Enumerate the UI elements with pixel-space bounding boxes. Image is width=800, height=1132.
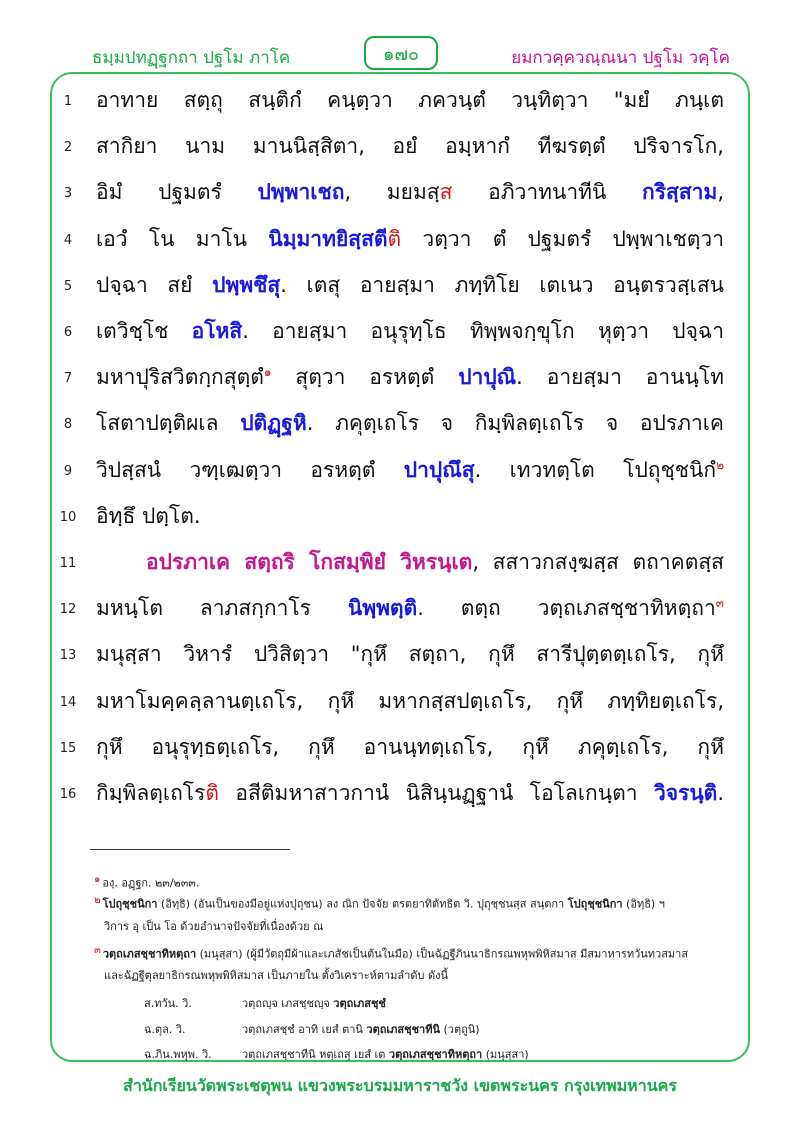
- key-term: นิมฺมาทยิสฺสตี: [268, 226, 388, 251]
- text-segment: . ตตฺถ วตฺถเภสชฺชาทิหตฺถา: [417, 596, 716, 621]
- header-chapter-title: ยมกวคฺควณฺณนา ปฐโม วคฺโค: [511, 48, 730, 68]
- footnote-ref: ๒: [716, 457, 724, 472]
- text-segment: เอวํ โน มาโน: [96, 226, 269, 251]
- footnote-text: องฺ. อฏฺฐก. ๒๓/๒๓๓.: [102, 876, 200, 890]
- key-term: ปาปุณิ: [458, 365, 517, 390]
- text-segment: อภิวาทนาทีนิ: [452, 180, 643, 205]
- header-book-title: ธมฺมปทฏฺฐกถา ปฐโม ภาโค: [92, 48, 291, 68]
- text-segment: . อายสฺมา อานนฺโท: [516, 365, 724, 390]
- text-segment: , มยมสฺ: [344, 180, 440, 205]
- line-text: [96, 592, 724, 625]
- highlight-syllable: ติ: [205, 781, 219, 805]
- text-segment: มหนฺโต ลาภสกฺกาโร: [96, 596, 348, 621]
- line-number: 11: [59, 556, 77, 571]
- footnote-rule: [90, 849, 290, 850]
- key-term: ปติฏฺฐหิ: [240, 411, 307, 436]
- analysis-text: วตฺถญฺจ เภสชฺชญฺจ วตฺถเภสชฺชํ: [242, 997, 386, 1010]
- key-term: ปพฺพาเชถ: [257, 180, 345, 205]
- line-number: 8: [63, 417, 73, 433]
- line-number: 3: [63, 186, 73, 202]
- text-line: [0, 80, 800, 126]
- section-opening: อปรภาเค สตฺถริ โกสมฺพิยํ วิหรนฺเต: [146, 550, 473, 574]
- text-line: [0, 634, 800, 680]
- text-line: [0, 588, 800, 634]
- footnote-3: [94, 943, 688, 963]
- analysis-label: ส.ทวัน. วิ.: [144, 997, 192, 1010]
- line-text: [96, 176, 724, 209]
- analysis-label: ฉ.ตุล. วิ.: [144, 1023, 186, 1036]
- line-number: 15: [59, 740, 77, 756]
- text-line: [0, 311, 800, 357]
- footnote-2-continued: วิการ อุ เป็น โอ ด้วยอำนาจปัจจัยที่เนื่องด้วย ณ: [104, 920, 324, 933]
- footnote-1: [94, 872, 199, 892]
- line-number: 9: [63, 463, 73, 479]
- line-text: [96, 407, 724, 440]
- text-segment: .: [717, 781, 724, 805]
- text-line: [0, 773, 800, 819]
- analysis-label: ฉ.ภิน.พหุพ. วิ.: [144, 1048, 212, 1061]
- footnote-term: โปถุชฺชนิกา: [567, 897, 623, 911]
- footnote-ref: ๑: [263, 365, 272, 380]
- line-number: 2: [63, 140, 73, 156]
- text-line: [0, 403, 800, 449]
- text-segment: . ภคุตฺเถโร จ กิมฺพิลตฺเถโร จ อปรภาเค: [306, 411, 724, 436]
- text-segment: เตวิชฺโช: [96, 319, 192, 343]
- footnote-ref: ๓: [715, 596, 724, 611]
- text-segment: กิมฺพิลตฺเถโร: [96, 781, 206, 805]
- line-text: [96, 84, 724, 117]
- footnote-text: (อิทฺธิ) (อันเป็นของมีอยู่แห่งปุถุชน) ลง ณิก ปัจจัย ตรตยาทิตัทธิต วิ. ปุถุชฺชนสฺส สนฺตกา: [157, 897, 568, 911]
- line-number: 16: [59, 787, 77, 802]
- line-number: 5: [63, 278, 73, 294]
- line-text: [96, 500, 724, 533]
- text-segment: มหาปุริสวิตกฺกสุตฺตํ: [96, 365, 264, 390]
- text-segment: วตฺวา ตํ ปฐมตรํ ปพฺพาเชตฺวา: [401, 226, 724, 251]
- line-text: [146, 546, 724, 579]
- footnote-3-continued: และฉัฏฐีตุลยาธิกรณพหุพพิหิสมาส เป็นภายใน ตั้งวิเคราะห์ตามลำดับ ดังนี้: [104, 969, 449, 982]
- text-line: [0, 450, 800, 496]
- text-line: [0, 357, 800, 403]
- text-segment: อิทฺธึ ปตฺโต.: [96, 503, 201, 528]
- text-segment: สากิยา นาม มานนิสฺสิตา, อยํ อมฺหากํ ทีฆรตฺตํ ปริจารโก,: [96, 134, 724, 159]
- line-number: 4: [63, 232, 73, 248]
- text-segment: อสีติมหาสาวกานํ นิสินฺนฏฺฐานํ โอโลเกนฺตา: [219, 781, 654, 805]
- text-line: [0, 172, 800, 218]
- highlight-syllable: ส: [439, 180, 453, 205]
- text-segment: มหาโมคฺคลฺลานตฺเถโร, กุหึ มหากสฺสปตฺเถโร, กุหึ ภทฺทิยตฺเถโร,: [96, 688, 724, 713]
- line-text: [96, 315, 724, 348]
- text-line: [0, 542, 800, 588]
- key-term: อโหสิ: [191, 319, 243, 343]
- page-number-box: [364, 36, 438, 70]
- key-term: นิพฺพตฺติ: [347, 596, 418, 621]
- line-text: [96, 454, 724, 487]
- line-number: 6: [63, 325, 73, 340]
- key-term: กริสฺสาม: [642, 180, 718, 205]
- page-number: ๑๗๐: [383, 43, 419, 65]
- key-term: วิจรนฺติ: [653, 781, 718, 805]
- line-number: 13: [59, 648, 77, 664]
- line-text: [96, 130, 724, 163]
- line-number: 1: [63, 94, 73, 109]
- text-segment: ,: [717, 180, 724, 205]
- line-text: [96, 685, 724, 718]
- text-segment: , สสาวกสงฺฆสฺส ตถาคตสฺส: [472, 550, 724, 574]
- text-segment: . เทวทตฺโต โปถุชฺชนิกํ: [474, 457, 717, 482]
- footnote-mark: ๒: [94, 895, 101, 906]
- key-term: ปพฺพชึสุ: [212, 272, 281, 297]
- text-line: [0, 496, 800, 542]
- text-segment: กุหึ อนุรุทฺธตฺเถโร, กุหึ อานนฺทตฺเถโร, กุหึ ภคุตฺเถโร, กุหึ: [96, 734, 724, 759]
- line-text: [96, 223, 724, 256]
- line-text: [96, 269, 724, 302]
- footnote-text: (อิทฺธิ) ฯ: [622, 897, 665, 911]
- text-segment: อาทาย สตฺถุ สนฺติกํ คนฺตฺวา ภควนฺตํ วนฺทิตฺวา "มยํ ภนฺเต: [96, 88, 724, 112]
- footnote-term: วตฺถเภสชฺชาทิหตฺถา: [102, 947, 197, 961]
- line-number: 7: [63, 371, 73, 387]
- text-line: [0, 265, 800, 311]
- analysis-text: วตฺถเภสชฺชํ อาทิ เยสํ ตานิ วตฺถเภสชฺชาทีนิ (วตฺถูนิ): [242, 1023, 480, 1036]
- footnote-term: โปถุชฺชนิกา: [102, 897, 158, 911]
- line-number: 10: [59, 509, 77, 525]
- highlight-syllable: ติ: [387, 226, 402, 251]
- text-segment: . อายสฺมา อนุรุทฺโธ ทิพฺพจกฺขุโก หุตฺวา ปจฺฉา: [242, 319, 724, 343]
- text-line: [0, 126, 800, 172]
- text-line: [0, 219, 800, 265]
- line-text: [96, 777, 724, 810]
- footer-institution: สำนักเรียนวัดพระเชตุพน แขวงพระบรมมหาราชวัง เขตพระนคร กรุงเทพมหานคร: [123, 1076, 677, 1095]
- text-segment: . เตสุ อายสฺมา ภทฺทิโย เตเนว อนฺตรวสฺเสน: [280, 272, 724, 297]
- text-segment: อิมํ ปฐมตรํ: [96, 180, 258, 205]
- line-text: [96, 361, 724, 394]
- text-segment: มนุสฺสา วิหารํ ปวิสิตฺวา "กุหึ สตฺถา, กุหึ สารีปุตฺตตฺเถโร, กุหึ: [96, 642, 724, 667]
- text-segment: ปจฺฉา สยํ: [96, 272, 213, 297]
- footnote-2: [94, 893, 665, 913]
- analysis-text: วตฺถเภสชฺชาทีนิ หตฺเถสุ เยสํ เต วตฺถเภสชฺชาทิหตฺถา (มนุสฺสา): [242, 1048, 529, 1061]
- footnote-mark: ๑: [94, 874, 101, 885]
- text-segment: โสตาปตฺติผเล: [96, 411, 241, 436]
- text-segment: สุตฺวา อรหตฺตํ: [271, 365, 459, 390]
- line-number: 12: [59, 602, 77, 618]
- text-line: [0, 681, 800, 727]
- footnote-mark: ๓: [94, 945, 101, 956]
- key-term: ปาปุณึสุ: [403, 457, 475, 482]
- line-text: [96, 638, 724, 671]
- footnote-text: (มนุสฺสา) (ผู้มีวัตถุมีผ้าและเภสัชเป็นต้นในมือ) เป็นฉัฏฐีภินนาธิกรณพหุพพิหิสมาส มีสมาหารทวันทวสมาส: [196, 947, 689, 961]
- text-segment: วิปสฺสนํ วฑฺเฒตฺวา อรหตฺตํ: [96, 457, 404, 482]
- line-text: [96, 731, 724, 764]
- text-line: [0, 727, 800, 773]
- line-number: 14: [59, 694, 77, 710]
